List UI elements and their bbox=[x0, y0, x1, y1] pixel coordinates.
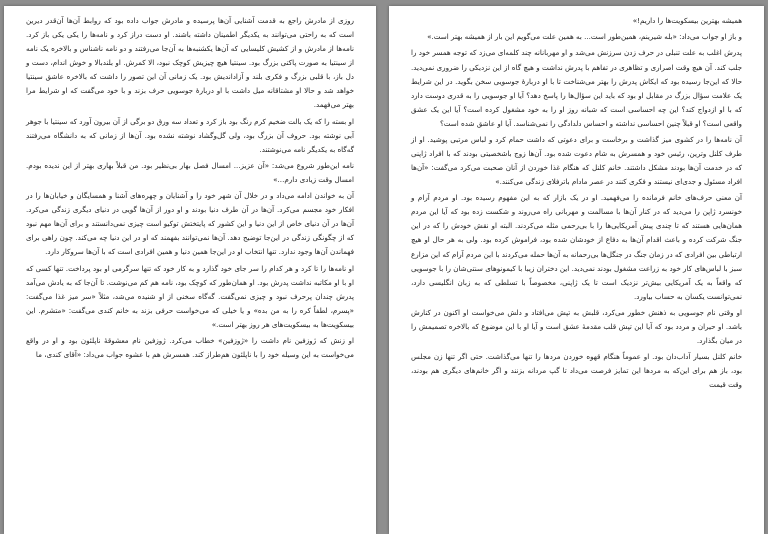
paragraph: او زنش که ژوزفین نام داشت را «ژوزفین» خطاب می‌کرد. ژوزفین نام معشوقهٔ ناپلئون بود و او در واقع می‌خواست به این وسیله خود را با ناپلئون هم‌طراز کند. همسرش هم با عشوه جواب می‌داد: «آقای کندی، ما bbox=[26, 335, 354, 360]
right-page bbox=[389, 6, 764, 534]
paragraph: نامه این‌طور شروع می‌شد: «آن عزیز... امسال فصل بهار بی‌نظیر بود. من قبلاً بهاری بهتر از این ندیده بودم. امسال وقت زیادی دارم...» bbox=[26, 160, 354, 184]
paragraph: او نامه‌ها را تا کرد و هر کدام را سر جای خود گذارد و به کار خود که تنها سرگرمی او بود پرداخت. تنها کسی که او با او مکاتبه نداشت پدرش بود. او همان‌طور که کوچک بود، نامه هم کم می‌نوشت. تا آن‌جا که به یادش می‌آمد پدرش چندان پرحرف نبود و چیزی نمی‌گفت. گه‌گاه سخنی از او شنیده می‌شد، مثلاً «سر میز غذا می‌گفت: «پسرم، لطفاً کره را به من بده» و یا خیلی که می‌خواست حرفی بزند به خانم کندی می‌گفت: «متشرم. این بیسکویت‌ها به بیسکویت‌های هر روز بهتر است.» bbox=[26, 263, 354, 329]
paragraph: او وقتی نام جوسویی به ذهنش خطور می‌کرد، قلبش به تپش می‌افتاد و دلش می‌خواست او اکنون در کنارش باشد. او حیران و مردد بود که آیا این تپش قلب مقدمهٔ عشق است و آیا او با این موضوع که بالاخره تصمیمش را در میان بگذارد. bbox=[411, 307, 742, 345]
left-page-text bbox=[26, 14, 354, 530]
paragraph: روزی از مادرش راجع به قدمت آشنایی آن‌ها پرسیده و مادرش جواب داده بود که روابط آن‌ها آن‌قدر دیرین است که به راحتی می‌توانند به یکدیگر اطمینان داشته باشند. او دست دراز کرد و نامه‌ها را یکی یکی باز کرد. نامه‌ها از مادرش و از کشیش کلیسایی که آن‌ها یکشنبه‌ها به آن‌جا می‌رفتند و دو نامه ناشناس و بالاخره یک نامه از سینتیا به صورت پاکتی بزرگ بود. سینتیا هیچ چیزیش کوچک نبود، الا کمرش. او بلندبالا و خوش اندام، دست و دل باز، با قلبی بزرگ و فکری بلند و آزاداندیش بود. یک زمانی آن این تصور را داشت که بالاخره عاشق سینتیا خواهد شد و حالا او مشتاقانه میل داشت با او دربارهٔ جوسویی حرف بزند و با خود می‌گفت که او شرایط مرا بهتر می‌فهمد. bbox=[26, 16, 354, 110]
right-page-text bbox=[411, 14, 742, 530]
paragraph: آن به خواندن ادامه می‌داد و در خلال آن شهر خود را و آشنایان و چهره‌های آشنا و همسایگان و خیابان‌ها را در افکار خود مجسم می‌کرد. آن‌ها در آن طرف دنیا بودند و او دور از آن‌ها گویی در دنیای دیگری زندگی می‌کرد. آن‌ها در آن دنیای خاص از این دنیا و این کشور که پایتختش توکیو است چیزی نمی‌دانستند و برای آن‌ها مهم نبود که از چگونگی زندگی در این‌جا توضیح دهد. آن‌ها نمی‌توانند بفهمند که او در این دنیا چه می‌کند. چون راهی برای فهماندن آن‌ها وجود ندارد. تنها انتخاب او در این‌جا همین دنیا و همین افرادی است که با آن‌ها سروکار دارد. bbox=[26, 191, 354, 257]
paragraph: و باز او جواب می‌داد: «بله شیرینم، همین‌طور است... به همین علت می‌گویم این بار از همیشه بهتر است.» bbox=[427, 32, 742, 42]
paragraph: همیشه بهترین بیسکویت‌ها را داریم!» bbox=[632, 16, 742, 25]
paragraph: آن معنی حرف‌های خانم فرمانده را می‌فهمید. او در یک بازار که به این مفهوم رسیده بود. او مردم آرام و خونسرد ژاپن را می‌دید که در کنار آن‌ها با مسالمت و مهربانی راه می‌روند و شکست زده بود که آیا این مردم همان‌هایی هستند که تا چندی پیش آمریکایی‌ها را با بی‌رحمی مثله می‌کردند. البته او نقش خودش را که در این جنگ شرکت کرده و باعث اقدام آن‌ها به دفاع از خودشان شده بود، فراموش کرده بود. ولی به هر حال او هیچ ارتباطی بین افرادی که در زمان جنگ در جنگل‌ها بی‌رحمانه به آن‌ها حمله می‌کردند با این مردم آرام که این مزارع سبز با لباس‌های کار خود به زراعت مشغول بودند نمی‌دید. این دختران زیبا با کیمونوهای سنتی‌شان را با جوسویی که واقعاً به یک آمریکایی بیش‌تر نزدیک است تا یک ژاپنی، مخصوصاً با تسلطی که به زبان انگلیسی دارد، نمی‌توانست یکسان به حساب بیاورد. bbox=[411, 193, 742, 301]
left-page bbox=[4, 6, 376, 534]
paragraph: او بسته را که یک بالت ضخیم کرم رنگ بود باز کرد و تعداد سه ورق دو برگی از آن بیرون آورد که سینتیا با جوهر آبی نوشته بود. حروف آن بزرگ بود، ولی گل‌وگشاد نوشته نشده بود. آن‌ها از زمانی که به دانشگاه می‌رفتند گه‌گاه به یکدیگر نامه می‌نوشتند. bbox=[26, 116, 354, 154]
paragraph: پدرش اغلب به علت تنبلی در حرف زدن سرزنش می‌شد و او مهربانانه چند کلمه‌ای می‌زد که توجه همسر خود را جلب کند. آن هیچ وقت اصراری و تظاهری در تفاهم با پدرش نداشت و هیچ گاه از این نزدیکی را ضروری نمی‌دید. حالا که این‌جا رسیده بود که ایکاش پدرش را بهتر می‌شناخت تا با او دربارهٔ جوسویی سخن بگوید. در این شرایط یک علامت سؤال بزرگ در مقابل او بود که باید این سؤال‌ها را پاسخ دهد؟ آیا او جوسویی را به قدری دوست دارد که با او ازدواج کند؟ این چه احساسی است که شبانه روز او را به خود مشغول کرده است؟ آیا این یک عشق واقعی است؟ او قبلاً چنین احساسی نداشته و احساس دلدادگی را نمی‌شناسد. آیا او عاشق شده است؟ bbox=[411, 48, 742, 128]
paragraph: خانم کلنل بسیار آداب‌دان بود. او عموماً هنگام قهوه خوردن مردها را تنها می‌گذاشت. حتی اگر تنها زن مجلس بود، باز هم برای این‌که به مردها این تمایز فرصت می‌داد تا گپ مردانه بزنند و اگر خانم‌های دیگری هم بودند، وقت قیمت bbox=[411, 352, 742, 390]
paragraph: آن نامه‌ها را در کشوی میز گذاشت و برخاست و برای دعوتی که داشت حمام کرد و لباس مرتبی پوشید. او از طرف کلنل وترین، رئیس خود و همسرش به شام دعوت شده بود. آن‌ها زوج باشخصیتی بودند که با افراد ژاپنی که در خدمت آن‌ها بودند مشکل داشتند. خانم کلنل که هنگام غذا خوردن از آنان صحبت می‌کرد می‌گفت: «آن‌ها افراد مسئول و جدی‌ای نیستند و فکری کنند در عصر مادام باترفلای زندگی می‌کنند.» bbox=[411, 134, 742, 187]
